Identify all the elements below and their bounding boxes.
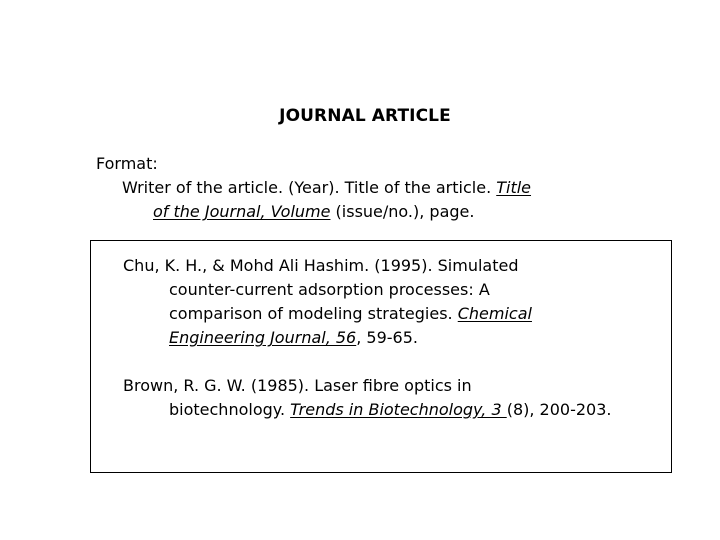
format-line-1 (96, 176, 531, 200)
reference-text: (8), 200-203. (506, 400, 612, 419)
reference-journal-title: Engineering Journal, 56 (169, 328, 357, 347)
reference-line: Chu, K. H., & Mohd Ali Hashim. (1995). Simulated (123, 256, 519, 275)
reference-text: biotechnology. (169, 400, 291, 419)
reference-text: comparison of modeling strategies. (169, 304, 458, 323)
reference-line: counter-current adsorption processes: A (169, 280, 490, 299)
page-title: JOURNAL ARTICLE (279, 106, 451, 126)
format-journal-title-part-1: Title (496, 178, 532, 197)
reference-text: , 59-65. (356, 328, 418, 347)
reference-line (123, 326, 532, 350)
reference-line: Brown, R. G. W. (1985). Laser fibre optics in (123, 376, 472, 395)
format-line-2 (96, 200, 531, 224)
format-label: Format: (96, 154, 158, 173)
format-line-2-text: (issue/no.), page. (330, 202, 475, 221)
format-line-1-text: Writer of the article. (Year). Title of the article. (122, 178, 497, 197)
reference-journal-title: Chemical (457, 304, 532, 323)
reference-line (123, 302, 532, 326)
format-template (96, 152, 531, 224)
reference-entry (123, 254, 532, 350)
references-box (90, 240, 672, 473)
reference-journal-title: Trends in Biotechnology, 3 (290, 400, 507, 419)
format-journal-title-part-2: of the Journal, Volume (153, 202, 331, 221)
reference-line (123, 398, 612, 422)
reference-entry (123, 374, 612, 422)
